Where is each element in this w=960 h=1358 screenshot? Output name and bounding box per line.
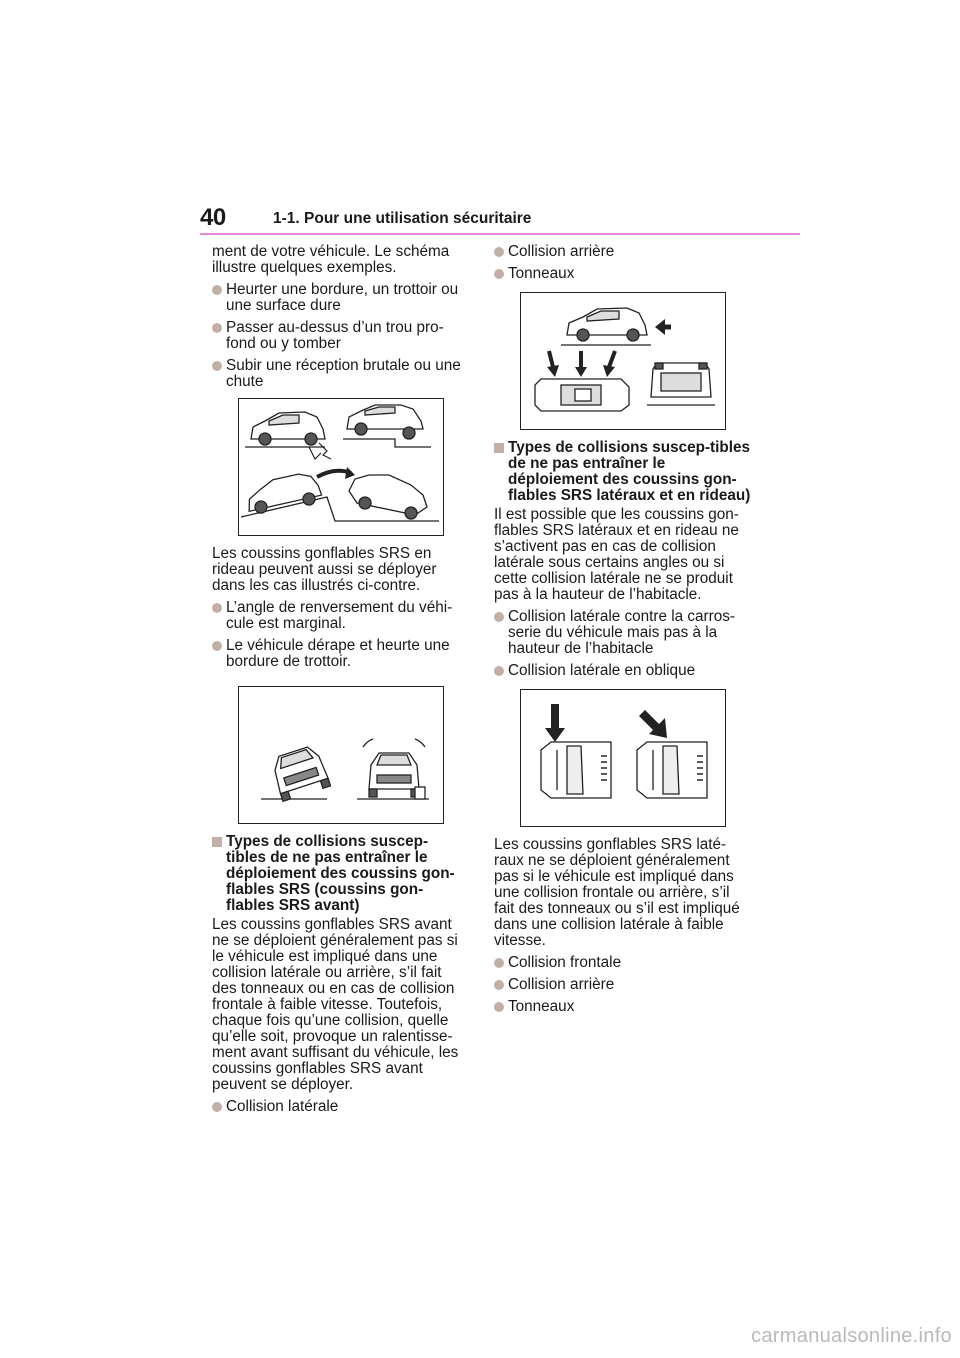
bullet-text: Collision latérale [226,1098,339,1115]
car-top-view-illustration [541,742,611,798]
bullet-item [494,663,754,679]
suv-side-illustration [245,412,325,447]
bullet-text: Collision frontale [508,954,622,971]
bullet-text: Collision latérale en oblique [508,662,696,679]
bullet-dot-icon [212,285,222,295]
low-speed-paragraph: Les coussins gonflables SRS laté-raux ne se déploient généralement pas si le véhicule est impliqué dans une collision frontale ou arrière, s’il fait des tonneaux ou s’il est impliqué dans une collision latérale à faible vitesse. [494,836,740,949]
bullet-text: Le véhicule dérape et heurte une bordure de trottoir. [226,637,450,670]
bullet-text: Subir une réception brutale ou une chute [226,357,461,390]
figure-rollover-skid [238,686,444,824]
arrow-diagonal-icon [639,710,667,738]
heading-text: Types de collisions suscep-tibles de ne pas entraîner le déploiement des coussins gon-flables SRS (coussins gon-flables SRS avant) [226,833,455,914]
bullet-item [212,358,466,390]
bullet-text: Collision latérale contre la carros-serie du véhicule mais pas à la hauteur de l’habitacle [508,608,735,657]
watermark: carmanualsonline.info [751,1325,952,1347]
intro-paragraph: ment de votre véhicule. Le schéma illustre quelques exemples. [212,243,450,276]
right-column [494,244,754,1021]
bullet-dot-icon [212,603,222,613]
suv-front-illustration [261,744,331,801]
side-airbag-paragraph: Il est possible que les coussins gon-flables SRS latéraux et en rideau ne s’activent pas en cas de collision latérale sous certains angles ou si cette collision latérale ne se produit pas à la hauteur de l’habitacle. [494,506,739,603]
section-heading [494,440,754,504]
bullet-item [494,977,754,993]
left-column [212,244,466,1121]
square-bullet-icon [494,443,504,453]
section-title: 1-1. Pour une utilisation sécuritaire [273,210,532,227]
figure-side-oblique [520,689,726,827]
bullet-item [494,609,754,657]
bullet-dot-icon [212,361,222,371]
bullet-item [494,244,754,260]
arrow-down-icon [545,704,565,742]
bullet-dot-icon [212,641,222,651]
bullet-item [212,638,466,670]
bullet-dot-icon [494,247,504,257]
heading-text: Types de collisions suscep-tibles de ne pas entraîner le déploiement des coussins gon-flables SRS latéraux et en rideau) [508,439,751,504]
bullet-dot-icon [494,980,504,990]
page-header [200,204,800,236]
front-airbag-paragraph: Les coussins gonflables SRS avant ne se déploient généralement pas si le véhicule est impliqué dans une collision latérale ou arrière, s’il fait des tonneaux ou en cas de collision frontale à faible vitesse. Toutefois, chaque fois qu’une collision, quelle qu’elle soit, provoque un ralentisse-ment avant suffisant du véhicule, les coussins gonflables SRS avant peuvent se déployer. [212,916,459,1093]
figure-side-rear-rollover [520,292,726,430]
suv-side-illustration [561,308,651,345]
bullet-text: Passer au-dessus d’un trou pro-fond ou y tomber [226,319,444,352]
bullet-item [212,282,466,314]
curtain-paragraph: Les coussins gonflables SRS en rideau peuvent aussi se déployer dans les cas illustrés ci-contre. [212,545,437,594]
bullet-text: Collision arrière [508,243,615,260]
bullet-dot-icon [212,1102,222,1112]
bullet-item [212,600,466,632]
bullet-dot-icon [494,1002,504,1012]
bullet-text: Heurter une bordure, un trottoir ou une surface dure [226,281,459,314]
bullet-dot-icon [494,269,504,279]
section-heading [212,834,466,914]
car-top-view-illustration [637,742,707,798]
bullet-item [494,266,754,282]
bullet-item [494,955,754,971]
header-rule [200,233,800,235]
car-top-view-illustration [535,379,629,411]
bullet-dot-icon [494,666,504,676]
bullet-text: L’angle de renversement du véhi-cule est marginal. [226,599,453,632]
bullet-dot-icon [494,958,504,968]
suv-front-illustration [357,739,429,799]
suv-side-illustration [343,405,431,447]
arrow-down-icon [547,351,615,377]
page-number: 40 [200,204,226,231]
square-bullet-icon [212,837,222,847]
bullet-item [212,1099,466,1115]
figure-curb-hole-fall [238,398,444,536]
bullet-text: Collision arrière [508,976,615,993]
bullet-dot-icon [494,612,504,622]
car-upside-down-illustration [647,363,715,405]
bullet-item [212,320,466,352]
bullet-item [494,999,754,1015]
bullet-text: Tonneaux [508,998,575,1015]
bullet-dot-icon [212,323,222,333]
bullet-text: Tonneaux [508,265,575,282]
suv-side-illustration [349,475,427,519]
